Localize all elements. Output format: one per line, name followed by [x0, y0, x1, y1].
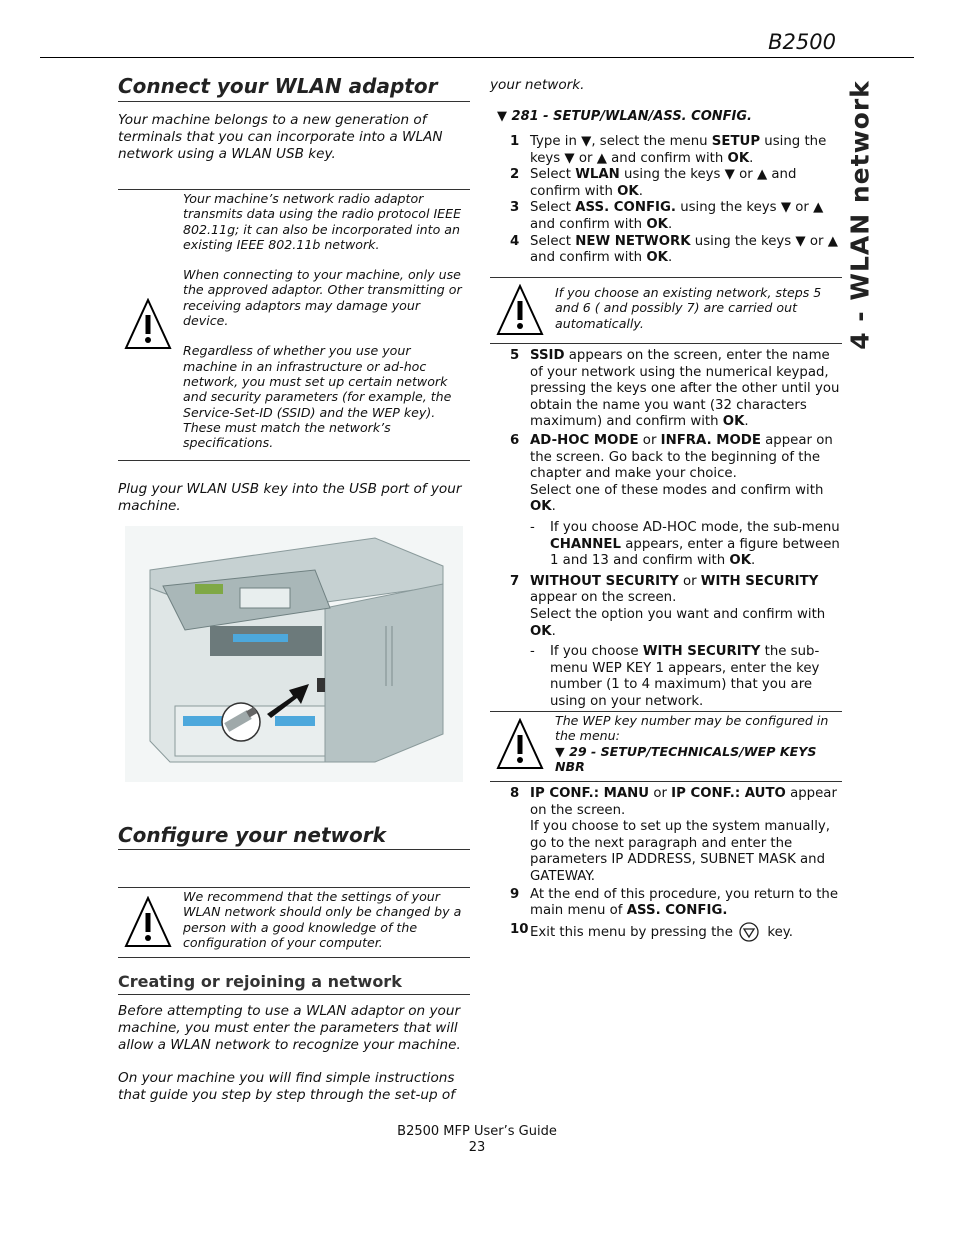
- title-rule: [118, 101, 470, 102]
- note4-top-rule: [490, 711, 842, 712]
- warning-triangle-icon: [124, 298, 172, 350]
- note-adaptor-p1: Your machine’s network radio adaptor transmits data using the radio protocol IEEE 802.11g; it can also be incorporated into an existing IEEE 802.11b network.: [183, 191, 462, 252]
- subtitle-rule: [118, 994, 470, 995]
- step-4: 4 Select NEW NETWORK using the keys ▼ or ▲ and confirm with OK.: [510, 233, 838, 266]
- note-adaptor: [183, 191, 468, 450]
- warning-triangle-icon: [496, 718, 544, 770]
- note4-bottom-rule: [490, 781, 842, 782]
- steps-1-4: [490, 134, 842, 267]
- section-title-configure: Configure your network: [118, 823, 386, 847]
- title-rule-2: [118, 849, 470, 850]
- page-number: 23: [468, 1140, 486, 1155]
- steps-8-10: [490, 786, 842, 942]
- printer-illustration: [125, 526, 463, 782]
- note-wep-text: The WEP key number may be configured in the menu:: [555, 713, 829, 744]
- footer-guide-title: B2500 MFP User’s Guide: [397, 1124, 557, 1139]
- para-instructions: On your machine you will find simple instructions that guide you step by step through the set-up of: [118, 1070, 456, 1103]
- steps-5-7: [490, 348, 842, 710]
- note3-top-rule: [490, 277, 842, 278]
- step-2: 2 Select WLAN using the keys ▼ or ▲ and confirm with OK.: [510, 167, 797, 199]
- step-7: 7 WITHOUT SECURITY or WITH SECURITY appear on the screen. Select the option you want and confirm with OK.: [510, 573, 826, 639]
- warning-triangle-icon: [496, 284, 544, 336]
- note-bottom-rule: [118, 460, 470, 461]
- note-wep-path: ▼ 29 - SETUP/TECHNICALS/WEP KEYS NBR: [555, 743, 817, 774]
- note-adaptor-p2: When connecting to your machine, only use the approved adaptor. Other transmitting or receiving adaptors may damage your device.: [183, 267, 462, 329]
- side-tab-label: 4 - WLAN network: [845, 80, 875, 350]
- header-rule: [40, 57, 914, 58]
- note2-top-rule: [118, 887, 470, 888]
- note-adaptor-p3: Regardless of whether you use your machine in an infrastructure or ad-hoc network, you must set up certain network and security parameters (for example, the Service-Set-ID (SSID) and the WEP key). These must match the network’s specifications.: [183, 343, 452, 451]
- step-6-sub: - If you choose AD-HOC mode, the sub-menu CHANNEL appears, enter a figure between 1 and 13 and confirm with OK.: [530, 519, 840, 569]
- page-footer: [0, 1124, 954, 1156]
- note2-bottom-rule: [118, 957, 470, 958]
- step-5: 5 SSID appears on the screen, enter the name of your network using the numerical keypad, pressing the keys one after the other until you obtain the name you want (32 characters maximum) and confirm with OK.: [510, 348, 840, 430]
- note-existing-network: If you choose an existing network, steps 5 and 6 ( and possibly 7) are carried out automatically.: [555, 285, 822, 331]
- model-name: B2500: [768, 30, 836, 54]
- stop-key-icon: [737, 922, 763, 942]
- step-3: 3 Select ASS. CONFIG. using the keys ▼ or ▲ and confirm with OK.: [510, 200, 824, 232]
- continued-text: your network.: [490, 77, 585, 93]
- intro-paragraph: Your machine belongs to a new generation of terminals that you can incorporate into a WLAN network using a WLAN USB key.: [118, 112, 443, 162]
- subsection-title: Creating or rejoining a network: [118, 972, 402, 991]
- step-10: 10 Exit this menu by pressing the key.: [510, 921, 793, 940]
- step-7-sub: - If you choose WITH SECURITY the sub-menu WEP KEY 1 appears, enter the key number (1 to 4 maximum) that you are using on your network.: [530, 644, 820, 709]
- note-top-rule: [118, 189, 470, 190]
- step-1: 1 Type in ▼, select the menu SETUP using the keys ▼ or ▲ and confirm with OK.: [510, 134, 827, 166]
- menu-path: ▼ 281 - SETUP/WLAN/ASS. CONFIG.: [497, 109, 752, 124]
- warning-triangle-icon: [124, 896, 172, 948]
- note-wep-key: [555, 713, 835, 774]
- para-before: Before attempting to use a WLAN adaptor on your machine, you must enter the parameters that will allow a WLAN network to recognize your machine.: [118, 1003, 461, 1053]
- step-8: 8 IP CONF.: MANU or IP CONF.: AUTO appear on the screen. If you choose to set up the system manually, go to the next paragraph and enter the parameters IP ADDRESS, SUBNET MASK and GATEWAY.: [510, 786, 837, 884]
- note-recommend: We recommend that the settings of your WLAN network should only be changed by a person with a good knowledge of the configuration of your computer.: [183, 889, 462, 950]
- plug-paragraph: Plug your WLAN USB key into the USB port of your machine.: [118, 481, 462, 514]
- section-title-connect: Connect your WLAN adaptor: [118, 74, 438, 98]
- step-6: 6 AD-HOC MODE or INFRA. MODE appear on the screen. Go back to the beginning of the chapter and make your choice. Select one of these modes and confirm with OK.: [510, 432, 833, 515]
- step-9: 9 At the end of this procedure, you return to the main menu of ASS. CONFIG.: [510, 886, 839, 919]
- note3-bottom-rule: [490, 343, 842, 344]
